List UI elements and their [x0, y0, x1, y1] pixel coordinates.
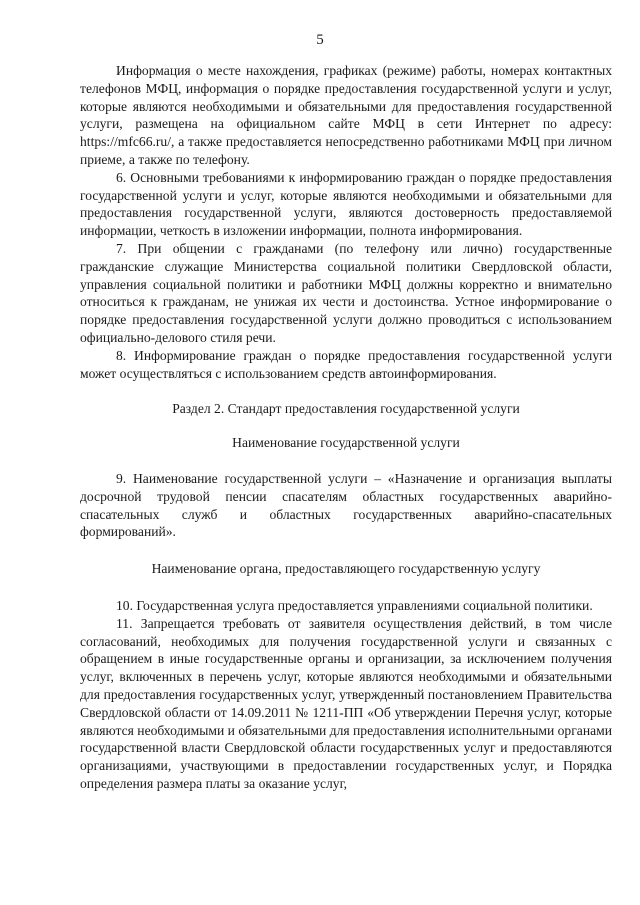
- section-heading: Раздел 2. Стандарт предоставления государственной услуги: [172, 401, 520, 417]
- page-number: 5: [316, 32, 324, 48]
- subsection-heading-service-name: Наименование государственной услуги: [232, 435, 460, 451]
- paragraph-8: 8. Информирование граждан о порядке предоставления государственной услуги может осуществляться с использованием средств автоинформирования.: [80, 347, 612, 381]
- subsection-heading-authority: Наименование органа, предоставляющего государственную услугу: [151, 561, 541, 577]
- paragraph-11: 11. Запрещается требовать от заявителя осуществления действий, в том числе согласований, необходимых для получения государственной услуги и связанных с обращением в иные государственные органы и организации, за исключением получения услуг, включенных в перечень услуг, которые являются необходимыми и обязательными для предоставления государственных услуг, утвержденный постановлением Правительства Свердловской области от 14.09.2011 № 1211-ПП «Об утверждении Перечня услуг, которые являются необходимыми и обязательными для предоставления исполнительными органами государственной власти Свердловской области государственных услуг и предоставляются организациями, участвующими в предоставлении государственных услуг, и Порядка определения размера платы за оказание услуг,: [80, 615, 613, 791]
- document-body: [80, 62, 612, 793]
- paragraph-info-mfc: Информация о месте нахождения, графиках (режиме) работы, номерах контактных телефонов МФЦ, информация о порядке предоставления государственной услуги и услуг, которые являются необходимыми и обязательными для предоставления государственной услуги, размещена на официальном сайте МФЦ в сети Интернет по адресу: https://mfc66.ru/, а также предоставляется непосредственно работниками МФЦ при личном приеме, а также по телефону.: [80, 63, 612, 167]
- paragraph-7: 7. При общении с гражданами (по телефону или лично) государственные гражданские служащие Министерства социальной политики Свердловской области, управления социальной политики и работники МФЦ должны корректно и внимательно относиться к гражданам, не унижая их чести и достоинства. Устное информирование о порядке предоставления государственной услуги должно проводиться с использованием официально-делового стиля речи.: [80, 240, 612, 345]
- paragraph-6: 6. Основными требованиями к информированию граждан о порядке предоставления государственной услуги и услуг, которые являются необходимыми и обязательными для предоставления государственной услуги, являются достоверность предоставляемой информации, четкость в изложении информации, полнота информирования.: [80, 169, 612, 239]
- paragraph-10: 10. Государственная услуга предоставляется управлениями социальной политики.: [116, 597, 593, 613]
- paragraph-9: 9. Наименование государственной услуги – «Назначение и организация выплаты досрочной трудовой пенсии спасателям областных государственных аварийно-спасательных служб и областных государственных аварийно-спасательных формирований».: [80, 470, 612, 540]
